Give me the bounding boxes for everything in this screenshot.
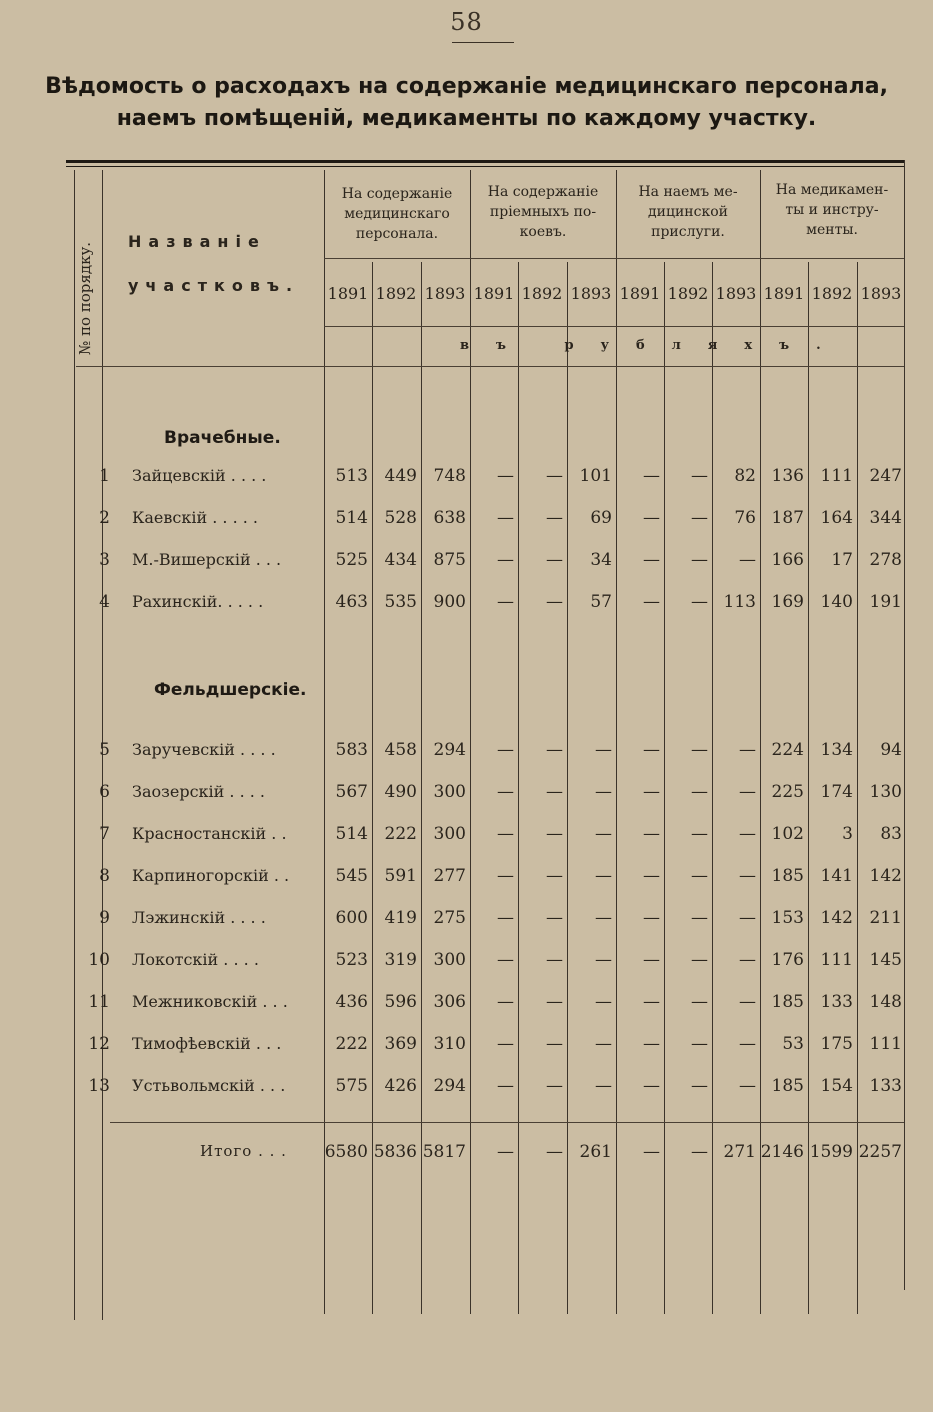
row-number: 9	[99, 908, 110, 928]
value-cell: 185	[771, 866, 804, 886]
row-number: 10	[88, 950, 110, 970]
value-cell: 277	[433, 866, 466, 886]
value-cell: 278	[869, 550, 902, 570]
row-number: 5	[99, 740, 110, 760]
value-cell: 69	[590, 508, 612, 528]
value-cell: —	[546, 592, 563, 612]
value-cell: —	[643, 1034, 660, 1054]
value-cell: —	[546, 1076, 563, 1096]
value-cell: —	[497, 592, 514, 612]
district-name: Лэжинскій . . . .	[132, 908, 266, 927]
table-row	[0, 466, 933, 496]
value-cell: 142	[820, 908, 853, 928]
value-cell: —	[595, 866, 612, 886]
value-cell: 294	[433, 1076, 466, 1096]
value-cell: —	[497, 1076, 514, 1096]
value-cell: 175	[820, 1034, 853, 1054]
value-cell: 300	[433, 950, 466, 970]
value-cell: 591	[384, 866, 417, 886]
value-cell: —	[595, 1076, 612, 1096]
value-cell: —	[739, 782, 756, 802]
value-cell: 101	[579, 466, 612, 486]
document-title-line-1: Вѣдомость о расходахъ на содержаніе медицинскаго персонала,	[45, 74, 888, 99]
row-number: 3	[99, 550, 110, 570]
total-value-cell: 6580	[324, 1142, 368, 1162]
value-cell: 154	[820, 1076, 853, 1096]
value-cell: —	[595, 992, 612, 1012]
value-cell: —	[643, 782, 660, 802]
value-cell: —	[546, 824, 563, 844]
value-cell: 153	[771, 908, 804, 928]
group-header-rule	[324, 258, 904, 259]
value-cell: —	[546, 466, 563, 486]
value-cell: —	[595, 908, 612, 928]
value-cell: —	[643, 740, 660, 760]
value-cell: 600	[335, 908, 368, 928]
units-label: въ рубляхъ.	[460, 338, 848, 353]
table-row	[0, 1034, 933, 1064]
district-name: Зайцевскій . . . .	[132, 466, 267, 485]
district-name: Рахинскій. . . . .	[132, 592, 264, 611]
table-row	[0, 908, 933, 938]
value-cell: —	[546, 740, 563, 760]
value-cell: 166	[771, 550, 804, 570]
value-cell: —	[595, 824, 612, 844]
value-cell: —	[497, 740, 514, 760]
table-row	[0, 992, 933, 1022]
value-cell: —	[691, 866, 708, 886]
total-value-cell: —	[691, 1142, 708, 1162]
value-cell: —	[739, 740, 756, 760]
value-cell: 111	[820, 466, 853, 486]
value-cell: —	[643, 950, 660, 970]
value-cell: 583	[335, 740, 368, 760]
value-cell: —	[546, 992, 563, 1012]
value-cell: —	[691, 908, 708, 928]
year-header-rule	[324, 326, 904, 327]
total-value-cell: 1599	[809, 1142, 853, 1162]
value-cell: —	[691, 740, 708, 760]
value-cell: 222	[335, 1034, 368, 1054]
value-cell: 528	[384, 508, 417, 528]
value-cell: —	[739, 992, 756, 1012]
row-number: 6	[99, 782, 110, 802]
value-cell: 83	[880, 824, 902, 844]
value-cell: 140	[820, 592, 853, 612]
total-value-cell: 261	[579, 1142, 612, 1162]
value-cell: —	[497, 824, 514, 844]
value-cell: —	[546, 782, 563, 802]
value-cell: 596	[384, 992, 417, 1012]
total-value-cell: 2146	[760, 1142, 804, 1162]
value-cell: 369	[384, 1034, 417, 1054]
district-name: Красностанскій . .	[132, 824, 287, 843]
value-cell: 176	[771, 950, 804, 970]
value-cell: 164	[820, 508, 853, 528]
value-cell: —	[643, 550, 660, 570]
value-cell: 34	[590, 550, 612, 570]
table-top-rule-thin	[66, 166, 904, 167]
value-cell: 185	[771, 1076, 804, 1096]
value-cell: 133	[869, 1076, 902, 1096]
value-cell: 82	[734, 466, 756, 486]
table-row	[0, 782, 933, 812]
value-cell: 148	[869, 992, 902, 1012]
value-cell: 523	[335, 950, 368, 970]
value-cell: 294	[433, 740, 466, 760]
value-cell: —	[691, 466, 708, 486]
table-row	[0, 740, 933, 770]
total-value-cell: —	[643, 1142, 660, 1162]
year-header-cell: 1893	[570, 284, 612, 303]
value-cell: 222	[384, 824, 417, 844]
value-cell: 113	[723, 592, 756, 612]
value-cell: —	[739, 1076, 756, 1096]
value-cell: —	[595, 1034, 612, 1054]
value-cell: —	[546, 908, 563, 928]
value-cell: —	[595, 740, 612, 760]
district-name: Заручевскій . . . .	[132, 740, 276, 759]
value-cell: 875	[433, 550, 466, 570]
year-header-cell: 1892	[811, 284, 853, 303]
value-cell: 187	[771, 508, 804, 528]
value-cell: —	[691, 824, 708, 844]
value-cell: 310	[433, 1034, 466, 1054]
group-header-medicines: На медикамен- ты и инстру- менты.	[775, 182, 889, 238]
value-cell: 514	[335, 508, 368, 528]
value-cell: 545	[335, 866, 368, 886]
value-cell: 575	[335, 1076, 368, 1096]
total-value-cell: —	[497, 1142, 514, 1162]
value-cell: 145	[869, 950, 902, 970]
value-cell: 141	[820, 866, 853, 886]
value-cell: —	[546, 508, 563, 528]
district-name: М.-Вишерскій . . .	[132, 550, 282, 569]
value-cell: 458	[384, 740, 417, 760]
header-bottom-rule	[76, 366, 904, 367]
value-cell: —	[643, 824, 660, 844]
value-cell: 111	[869, 1034, 902, 1054]
page-number: 58	[450, 8, 483, 36]
year-header-cell: 1891	[619, 284, 661, 303]
value-cell: 567	[335, 782, 368, 802]
value-cell: —	[497, 508, 514, 528]
section-heading-doctors: Врачебные.	[164, 428, 281, 448]
value-cell: 136	[771, 466, 804, 486]
value-cell: —	[739, 824, 756, 844]
value-cell: 76	[734, 508, 756, 528]
year-header-cell: 1893	[860, 284, 902, 303]
value-cell: 17	[831, 550, 853, 570]
value-cell: 436	[335, 992, 368, 1012]
value-cell: —	[546, 550, 563, 570]
row-number: 13	[88, 1076, 110, 1096]
district-name: Карпиногорскій . .	[132, 866, 290, 885]
value-cell: —	[643, 592, 660, 612]
value-cell: 300	[433, 782, 466, 802]
value-cell: 169	[771, 592, 804, 612]
value-cell: —	[691, 782, 708, 802]
name-column-header-line-1: Названіе	[128, 232, 266, 251]
total-value-cell: —	[546, 1142, 563, 1162]
total-value-cell: 271	[723, 1142, 756, 1162]
group-header-beds: На содержаніе пріемныхъ по- коевъ.	[487, 184, 599, 240]
document-title-line-2: наемъ помѣщеній, медикаменты по каждому участку.	[116, 106, 817, 131]
value-cell: —	[497, 992, 514, 1012]
value-cell: —	[497, 1034, 514, 1054]
value-cell: —	[546, 1034, 563, 1054]
year-header-cell: 1892	[375, 284, 417, 303]
value-cell: 525	[335, 550, 368, 570]
value-cell: 225	[771, 782, 804, 802]
value-cell: —	[691, 950, 708, 970]
value-cell: 211	[869, 908, 902, 928]
value-cell: —	[643, 866, 660, 886]
value-cell: 191	[869, 592, 902, 612]
section-heading-feldshers: Фельдшерскіе.	[154, 680, 307, 700]
value-cell: 275	[433, 908, 466, 928]
value-cell: —	[643, 908, 660, 928]
value-cell: 490	[384, 782, 417, 802]
table-row	[0, 592, 933, 622]
district-name: Заозерскій . . . .	[132, 782, 266, 801]
row-number: 1	[99, 466, 110, 486]
value-cell: —	[595, 950, 612, 970]
table-row	[0, 1076, 933, 1106]
value-cell: 94	[880, 740, 902, 760]
value-cell: —	[497, 866, 514, 886]
value-cell: —	[643, 1076, 660, 1096]
year-header-cell: 1893	[715, 284, 757, 303]
value-cell: 513	[335, 466, 368, 486]
value-cell: 111	[820, 950, 853, 970]
value-cell: —	[739, 908, 756, 928]
value-cell: 57	[590, 592, 612, 612]
value-cell: 419	[384, 908, 417, 928]
value-cell: —	[739, 950, 756, 970]
table-row	[0, 508, 933, 538]
value-cell: 319	[384, 950, 417, 970]
value-cell: —	[595, 782, 612, 802]
district-name: Устьвольмскій . . .	[132, 1076, 286, 1095]
value-cell: —	[546, 866, 563, 886]
value-cell: 53	[782, 1034, 804, 1054]
year-header-cell: 1892	[667, 284, 709, 303]
value-cell: —	[739, 1034, 756, 1054]
value-cell: —	[643, 508, 660, 528]
value-cell: 514	[335, 824, 368, 844]
row-number: 7	[99, 824, 110, 844]
value-cell: 224	[771, 740, 804, 760]
district-name: Каевскій . . . . .	[132, 508, 258, 527]
table-row	[0, 824, 933, 854]
name-column-header-line-2: участковъ.	[128, 276, 300, 295]
value-cell: —	[739, 550, 756, 570]
value-cell: 900	[433, 592, 466, 612]
page-number-rule	[452, 42, 514, 43]
frame-right-line	[904, 160, 905, 1290]
value-cell: 300	[433, 824, 466, 844]
value-cell: 142	[869, 866, 902, 886]
value-cell: 3	[842, 824, 853, 844]
group-header-personnel: На содержаніе медицинскаго персонала.	[341, 186, 453, 242]
value-cell: 306	[433, 992, 466, 1012]
value-cell: —	[497, 466, 514, 486]
value-cell: —	[497, 550, 514, 570]
value-cell: —	[691, 508, 708, 528]
value-cell: 344	[869, 508, 902, 528]
group-header-servants: На наемъ ме- дицинской прислуги.	[638, 184, 738, 240]
year-header-cell: 1893	[424, 284, 466, 303]
district-name: Тимофѣевскій . . .	[132, 1034, 282, 1053]
year-header-cell: 1891	[327, 284, 369, 303]
district-name: Локотскій . . . .	[132, 950, 259, 969]
value-cell: —	[691, 1034, 708, 1054]
value-cell: 174	[820, 782, 853, 802]
total-value-cell: 5817	[422, 1142, 466, 1162]
total-value-cell: 5836	[373, 1142, 417, 1162]
value-cell: 426	[384, 1076, 417, 1096]
row-number: 12	[88, 1034, 110, 1054]
table-row	[0, 550, 933, 580]
value-cell: —	[691, 992, 708, 1012]
value-cell: —	[497, 908, 514, 928]
value-cell: —	[643, 466, 660, 486]
total-row	[0, 1142, 933, 1172]
value-cell: 133	[820, 992, 853, 1012]
value-cell: 748	[433, 466, 466, 486]
value-cell: 247	[869, 466, 902, 486]
value-cell: 102	[771, 824, 804, 844]
value-cell: 463	[335, 592, 368, 612]
row-number: 2	[99, 508, 110, 528]
value-cell: —	[691, 592, 708, 612]
value-cell: —	[691, 550, 708, 570]
row-number: 4	[99, 592, 110, 612]
value-cell: 130	[869, 782, 902, 802]
value-cell: —	[497, 782, 514, 802]
value-cell: 434	[384, 550, 417, 570]
value-cell: —	[643, 992, 660, 1012]
total-top-rule	[110, 1122, 904, 1123]
table-top-rule	[66, 160, 904, 163]
table-row	[0, 866, 933, 896]
value-cell: 638	[433, 508, 466, 528]
row-number: 8	[99, 866, 110, 886]
value-cell: —	[546, 950, 563, 970]
district-name: Межниковскій . . .	[132, 992, 288, 1011]
value-cell: 185	[771, 992, 804, 1012]
value-cell: —	[497, 950, 514, 970]
row-number: 11	[88, 992, 110, 1012]
year-header-cell: 1891	[763, 284, 805, 303]
value-cell: —	[691, 1076, 708, 1096]
order-column-header: № по порядку.	[76, 241, 94, 355]
total-label: Итого . . .	[200, 1142, 287, 1160]
value-cell: 535	[384, 592, 417, 612]
value-cell: 449	[384, 466, 417, 486]
year-header-cell: 1891	[473, 284, 515, 303]
total-value-cell: 2257	[858, 1142, 902, 1162]
table-row	[0, 950, 933, 980]
value-cell: 134	[820, 740, 853, 760]
year-header-cell: 1892	[521, 284, 563, 303]
value-cell: —	[739, 866, 756, 886]
